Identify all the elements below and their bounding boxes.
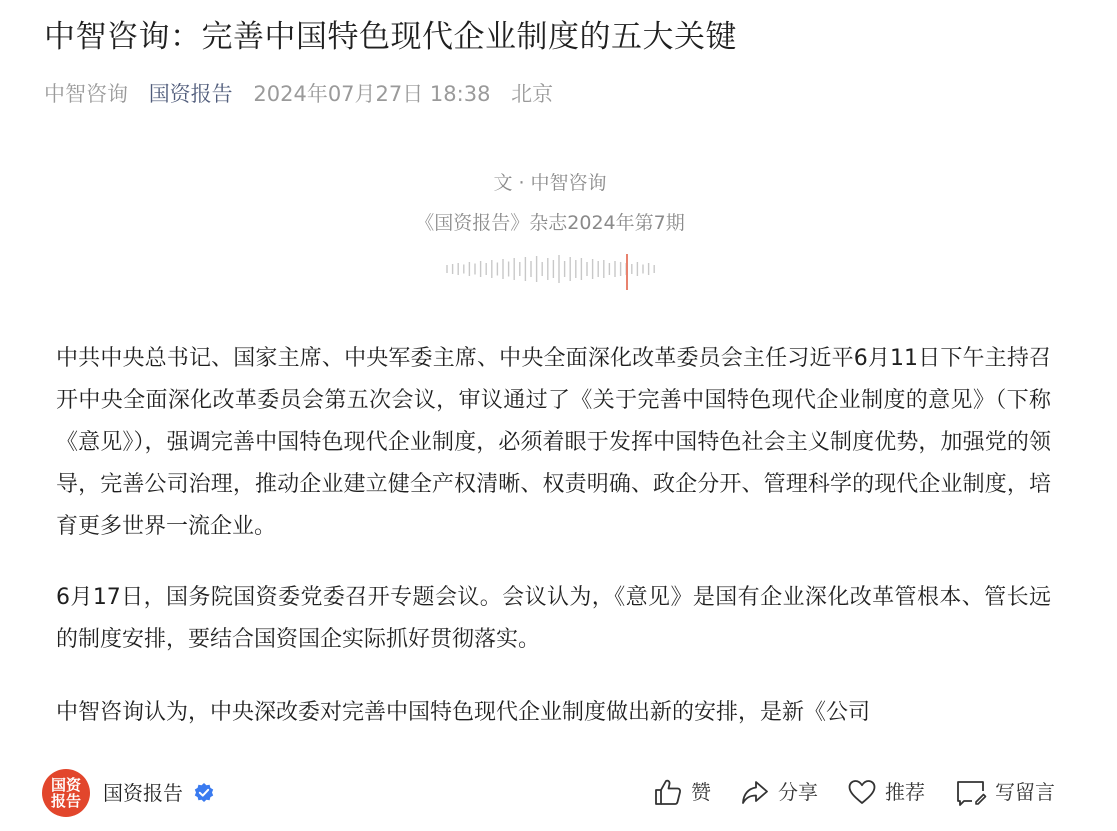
account-name[interactable]: 国资报告	[103, 781, 183, 805]
divider-waveform-icon	[373, 252, 733, 292]
paragraph-2: 6月17日，国务院国资委党委召开专题会议。会议认为，《意见》是国有企业深化改革管根本、管长远的制度安排，要结合国资国企实际抓好贯彻落实。	[56, 585, 1051, 652]
like-label: 赞	[691, 780, 711, 804]
source-name: 中智咨询	[44, 82, 128, 106]
byline-author: 文 · 中智咨询	[493, 172, 607, 194]
bottom-action-bar	[0, 745, 1117, 831]
comment-label: 写留言	[995, 780, 1055, 804]
article-title: 中智咨询：完善中国特色现代企业制度的五大关键	[44, 19, 737, 55]
publish-location: 北京	[511, 82, 554, 106]
byline-issue: 《国资报告》杂志2024年第7期	[415, 212, 685, 234]
publish-datetime: 2024年07月27日 18:38	[253, 82, 491, 106]
share-arrow-icon	[740, 777, 770, 807]
like-button[interactable]	[653, 775, 711, 809]
recommend-button[interactable]	[847, 775, 925, 809]
paragraph-1: 中共中央总书记、国家主席、中央军委主席、中央全面深化改革委员会主任习近平6月11日下午主持召开中央全面深化改革委员会第五次会议，审议通过了《关于完善中国特色现代企业制度的意见》（下称《意见》），强调完善中国特色现代企业制度，必须着眼于发挥中国特色社会主义制度优势，加强党的领导，完善公司治理，推动企业建立健全产权清晰、权责明确、政企分开、管理科学的现代企业制度，培育更多世界一流企业。	[56, 346, 1051, 539]
recommend-label: 推荐	[885, 780, 925, 804]
thumbs-up-icon	[653, 777, 683, 807]
account-link[interactable]: 国资报告	[148, 82, 233, 106]
account-avatar[interactable]: 国资 报告	[42, 769, 90, 817]
paragraph-3: 中智咨询认为，中央深改委对完善中国特色现代企业制度做出新的安排，是新《公司	[56, 700, 871, 725]
share-button[interactable]	[740, 775, 818, 809]
comment-edit-icon	[955, 777, 987, 807]
article-meta	[44, 78, 567, 110]
share-label: 分享	[778, 780, 818, 804]
verified-check-icon	[193, 782, 215, 804]
heart-icon	[847, 777, 877, 807]
comment-button[interactable]	[955, 775, 1055, 809]
